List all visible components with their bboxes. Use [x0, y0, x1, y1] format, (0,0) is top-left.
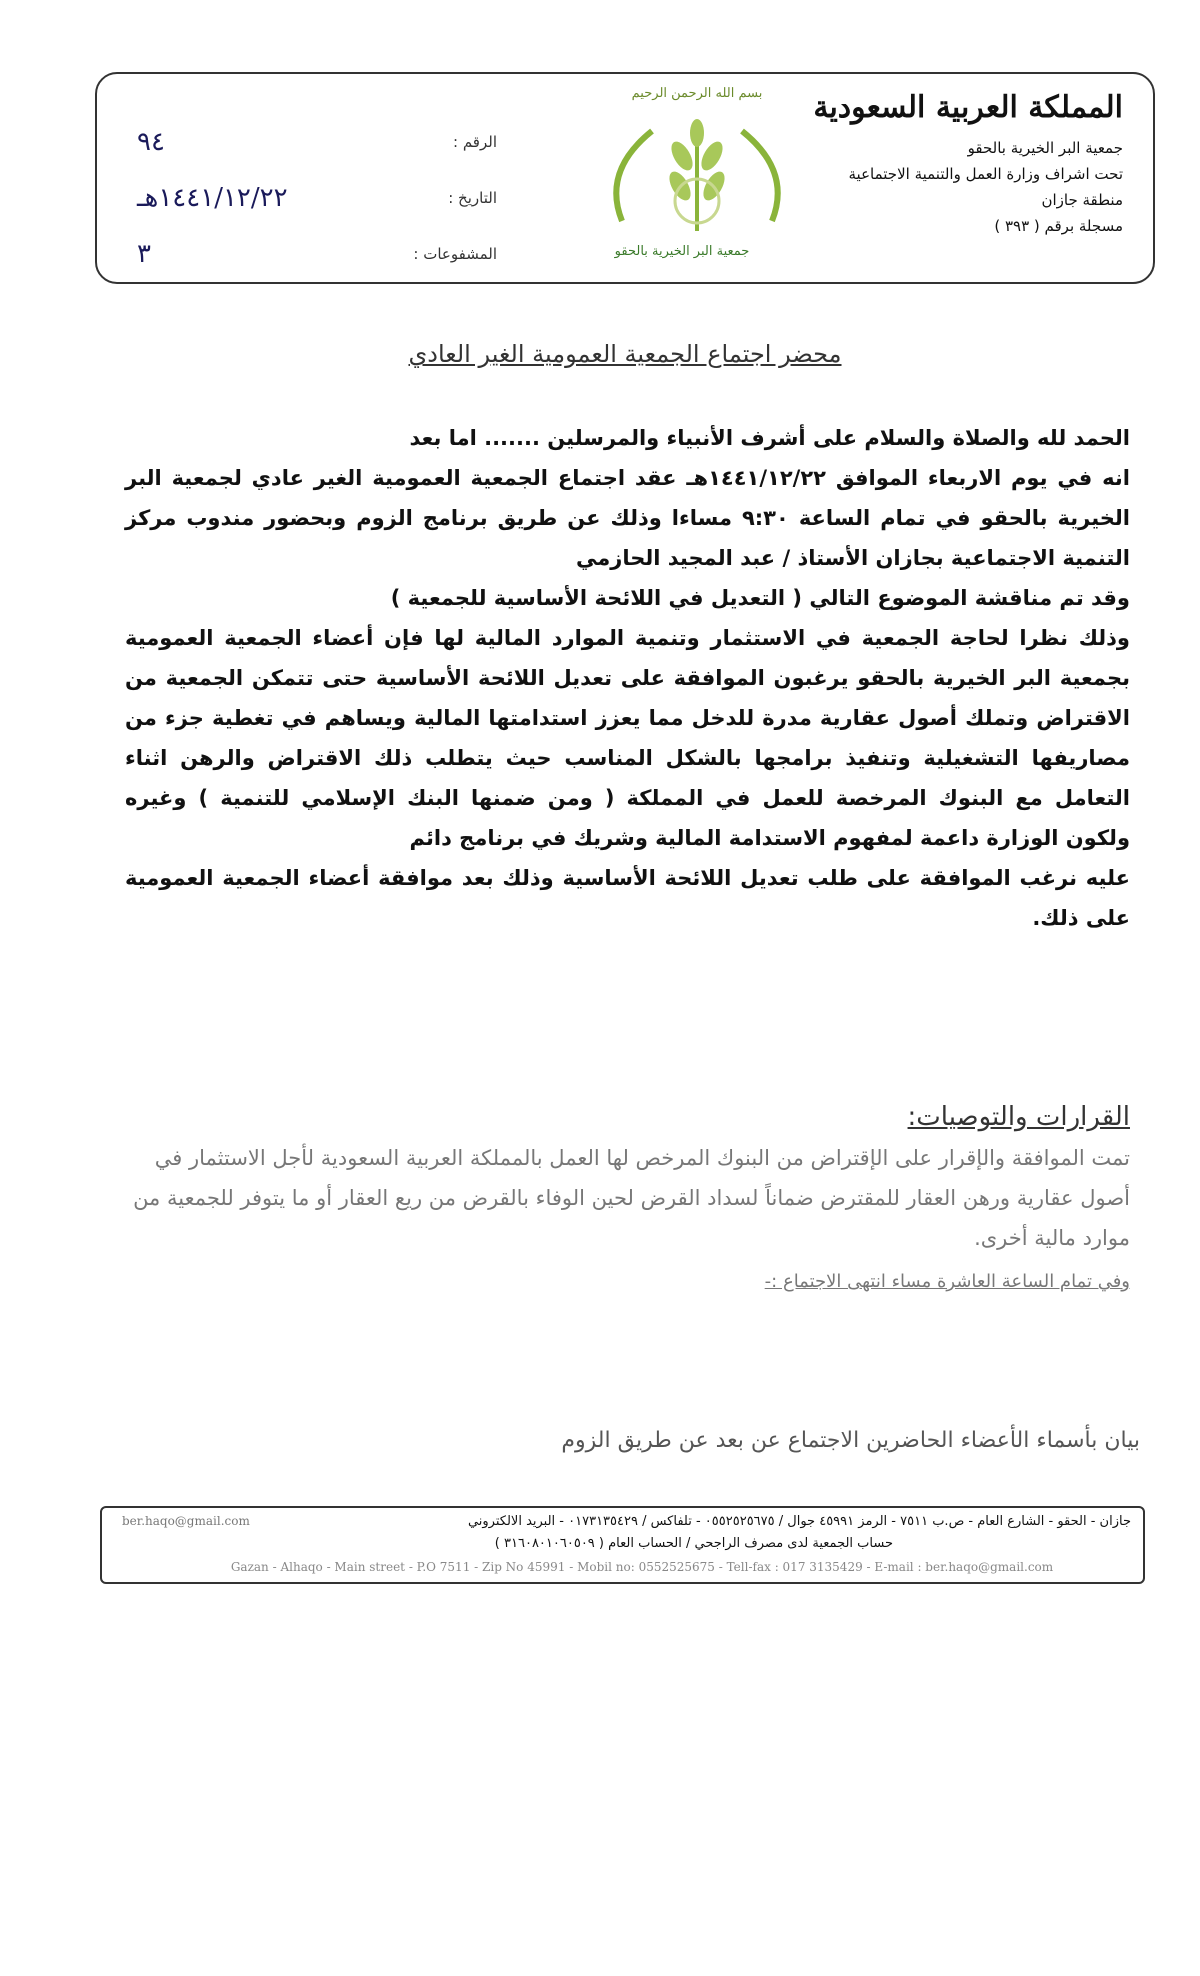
registration-line: مسجلة برقم ( ٣٩٣ ) — [994, 217, 1123, 235]
supervision-line: تحت اشراف وزارة العمل والتنمية الاجتماعية — [848, 165, 1123, 183]
attachments-field — [137, 226, 497, 282]
logo-caption: جمعية البر الخيرية بالحقو — [614, 244, 750, 259]
date-label: التاريخ : — [448, 189, 497, 207]
body-paragraph-topic: وقد تم مناقشة الموضوع التالي ( التعديل في اللائحة الأساسية للجمعية ) — [390, 586, 1130, 610]
document-title: محضر اجتماع الجمعية العمومية الغير العادي — [408, 340, 842, 368]
attendees-heading: بيان بأسماء الأعضاء الحاضرين الاجتماع عن بعد عن طريق الزوم — [561, 1428, 1140, 1453]
footer-email: ber.haqo@gmail.com — [122, 1514, 250, 1528]
org-logo — [567, 84, 827, 274]
number-label: الرقم : — [453, 133, 497, 151]
letterhead-footer — [100, 1506, 1145, 1584]
closing-line: وفي تمام الساعة العاشرة مساء انتهى الاجتماع :- — [764, 1271, 1130, 1292]
region-line: منطقة جازان — [1041, 191, 1123, 209]
attachments-value: ٣ — [137, 239, 151, 269]
letterhead — [95, 72, 1155, 284]
minutes-body — [125, 418, 1130, 938]
attachments-label: المشفوعات : — [413, 245, 497, 263]
letterhead-org-info — [793, 90, 1123, 239]
reference-fields — [137, 114, 497, 282]
footer-address: جازان - الحقو - الشارع العام - ص.ب ٧٥١١ - الرمز ٤٥٩٩١ جوال / ٠٥٥٢٥٢٥٦٧٥ - تلفاكس / ٠١٧٣١٣٥٤٢٩ - البريد الالكتروني — [467, 1514, 1131, 1529]
body-paragraph-reason: وذلك نظرا لحاجة الجمعية في الاستثمار وتنمية الموارد المالية لها فإن أعضاء الجمعية العمومية بجمعية البر الخيرية بالحقو يرغبون الموافقة على تعديل اللائحة الأساسية حتى تتمكن الجمعية من الاقتراض وتملك أصول عقارية مدرة للدخل مما يعزز استدامتها المالية ويساهم في تغطية جزء من مصاريفها التشغيلية وتنفيذ برامجها بالشكل المناسب حيث يتطلب ذلك الاقتراض والرهن اثناء التعامل مع البنوك المرخصة للعمل في المملكة ( ومن ضمنها البنك الإسلامي للتنمية ) وغيره ولكون الوزارة داعمة لمفهوم الاستدامة المالية وشريك في برنامج دائم — [125, 626, 1130, 850]
body-paragraph-meeting: انه في يوم الاربعاء الموافق ١٤٤١/١٢/٢٢هـ عقد اجتماع الجمعية العمومية الغير عادي لجمعية البر الخيرية بالحقو في تمام الساعة ٩:٣٠ مساءا وذلك عن طريق برنامج الزوم وبحضور مندوب مركز التنمية الاجتماعية بجازان الأستاذ / عبد المجيد الحازمي — [125, 466, 1130, 570]
kingdom-name: المملكة العربية السعودية — [813, 90, 1123, 125]
basmala: بسم الله الرحمن الرحيم — [631, 86, 763, 101]
decisions-text: تمت الموافقة والإقرار على الإقتراض من البنوك المرخص لها العمل بالمملكة العربية السعودية لأجل الاستثمار في أصول عقارية ورهن العقار للمقترض ضماناً لسداد القرض لحين الوفاء بالقرض من ريع العقار أو ما يتوفر للجمعية من موارد مالية أخرى. — [133, 1146, 1130, 1250]
number-value: ٩٤ — [137, 127, 165, 157]
number-field — [137, 114, 497, 170]
wheat-logo-icon — [582, 101, 812, 251]
body-paragraph-opening: الحمد لله والصلاة والسلام على أشرف الأنبياء والمرسلين ....... اما بعد — [409, 426, 1130, 450]
date-field — [137, 170, 497, 226]
body-paragraph-request: عليه نرغب الموافقة على طلب تعديل اللائحة الأساسية وذلك بعد موافقة أعضاء الجمعية العمومية على ذلك. — [125, 866, 1130, 930]
footer-english: Gazan - Alhaqo - Main street - P.O 7511 - Zip No 45991 - Mobil no: 0552525675 - Tell-fax : 017 3135429 - E-mail : ber.haqo@gmail.com — [230, 1560, 1054, 1574]
decisions-section — [125, 1102, 1130, 1302]
date-value: ١٤٤١/١٢/٢٢هـ — [137, 183, 288, 213]
org-name: جمعية البر الخيرية بالحقو — [967, 139, 1123, 157]
footer-bank-account: حساب الجمعية لدى مصرف الراجحي / الحساب العام ( ٣١٦٠٨٠١٠٦٠٥٠٩ ) — [494, 1536, 893, 1551]
decisions-heading: القرارات والتوصيات: — [907, 1102, 1130, 1132]
